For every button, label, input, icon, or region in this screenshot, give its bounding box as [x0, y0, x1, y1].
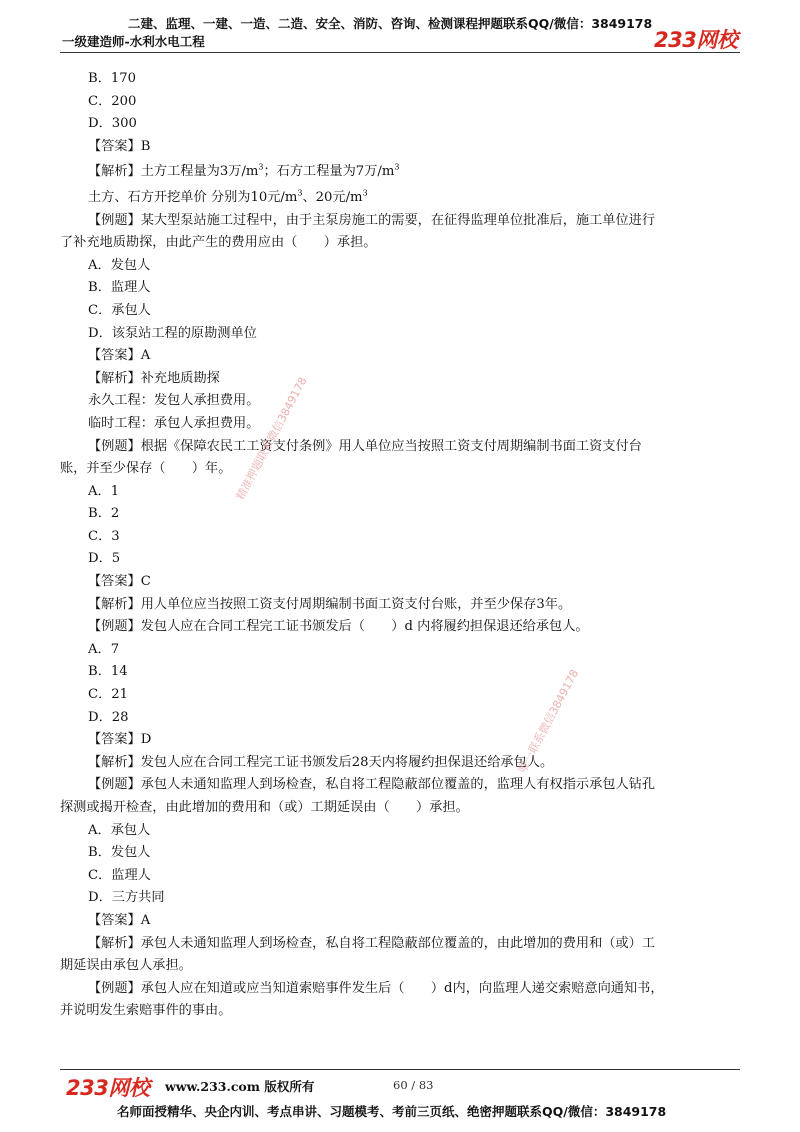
- answer-line: 【答案】C: [88, 574, 151, 590]
- option-line: B．14: [88, 664, 128, 680]
- analysis-line: 永久工程：发包人承担费用。: [88, 393, 260, 409]
- header-divider: [60, 52, 740, 53]
- option-line: D．三方共同: [88, 890, 165, 906]
- answer-line: 【答案】A: [88, 912, 151, 928]
- option-line: D．28: [88, 709, 129, 725]
- question-line: 了补充地质勘探，由此产生的费用应由（ ）承担。: [60, 235, 377, 251]
- question-line: 【例题】承包人未通知监理人到场检查，私自将工程隐蔽部位覆盖的，监理人有权指示承包人钻孔: [88, 777, 656, 793]
- analysis-line: [60, 187, 740, 210]
- footer-logo: 233网校: [66, 1076, 150, 1100]
- analysis-line: 【解析】承包人未通知监理人到场检查，私自将工程隐蔽部位覆盖的，由此增加的费用和（或）工: [88, 935, 656, 951]
- watermark: 唯一联系微信3849178: [515, 667, 582, 776]
- question-line: 【例题】发包人应在合同工程完工证书颁发后（ ）d 内将履约担保退还给承包人。: [88, 619, 589, 635]
- analysis-line: 【解析】用人单位应当按照工资支付周期编制书面工资支付台账，并至少保存3年。: [88, 596, 572, 612]
- option-line: D．5: [88, 551, 121, 567]
- watermark: 精准押题联系微信3849178: [233, 374, 310, 503]
- footer-promo-text: 名师面授精华、央企内训、考点串讲、习题模考、考前三页纸、绝密押题联系QQ/微信：3849178: [117, 1104, 667, 1119]
- option-line: B．监理人: [88, 280, 151, 296]
- header-subtitle: 一级建造师-水利水电工程: [62, 34, 205, 49]
- option-line: C．监理人: [88, 867, 151, 883]
- footer-divider: [60, 1069, 740, 1070]
- superscript: 3: [258, 162, 264, 172]
- option-line: C．承包人: [88, 302, 151, 318]
- question-line: 探测或揭开检查，由此增加的费用和（或）工期延误由（ ）承担。: [60, 800, 469, 815]
- option-line: B．2: [88, 506, 120, 522]
- option-line: B．170: [88, 71, 137, 86]
- analysis-line: 【解析】发包人应在合同工程完工证书颁发后28天内将履约担保退还给承包人。: [88, 754, 554, 770]
- analysis-text: ；石方工程量为7万/m: [263, 164, 395, 180]
- header-promo-text: 二建、监理、一建、一造、二造、安全、消防、咨询、检测课程押题联系QQ/微信：3849178: [128, 16, 653, 31]
- option-line: A．7: [88, 641, 120, 657]
- superscript: 3: [362, 188, 368, 198]
- page-number: 60 / 83: [393, 1078, 434, 1092]
- analysis-text: 【解析】土方工程量为3万/m: [88, 164, 259, 180]
- answer-line: 【答案】A: [88, 348, 151, 364]
- question-line: 【例题】根据《保障农民工工资支付条例》用人单位应当按照工资支付周期编制书面工资支付台: [88, 438, 642, 454]
- page-header: [0, 0, 800, 60]
- analysis-line: [60, 161, 740, 184]
- superscript: 3: [297, 188, 303, 198]
- answer-line: 【答案】B: [88, 138, 151, 154]
- header-logo: 233网校: [654, 28, 738, 52]
- analysis-text: 、20元/m: [302, 189, 363, 205]
- option-line: A．1: [88, 483, 120, 499]
- document-body: [60, 68, 740, 1023]
- question-line: 【例题】承包人应在知道或应当知道索赔事件发生后（ ）d内，向监理人递交索赔意向通知书，: [88, 980, 664, 996]
- option-line: C．21: [88, 687, 129, 703]
- option-line: D．300: [88, 116, 137, 132]
- option-line: B．发包人: [88, 845, 151, 861]
- analysis-line: 期延误由承包人承担。: [60, 958, 192, 974]
- option-line: A．发包人: [88, 257, 151, 273]
- option-line: C．3: [88, 528, 120, 544]
- analysis-line: 临时工程：承包人承担费用。: [88, 415, 260, 431]
- question-line: 【例题】某大型泵站施工过程中，由于主泵房施工的需要，在征得监理单位批准后，施工单位进行: [88, 212, 656, 228]
- answer-line: 【答案】D: [88, 732, 152, 748]
- footer-site-copyright: www.233.com 版权所有: [165, 1079, 315, 1094]
- question-line: 并说明发生索赔事件的事由。: [60, 1003, 232, 1019]
- option-line: C．200: [88, 93, 137, 109]
- superscript: 3: [394, 162, 400, 172]
- analysis-text: 土方、石方开挖单价 分别为10元/m: [88, 189, 298, 205]
- option-line: A．承包人: [88, 822, 151, 838]
- option-line: D．该泵站工程的原勘测单位: [88, 325, 257, 341]
- analysis-line: 【解析】补充地质勘探: [88, 370, 220, 386]
- question-line: 账，并至少保存（ ）年。: [60, 461, 232, 477]
